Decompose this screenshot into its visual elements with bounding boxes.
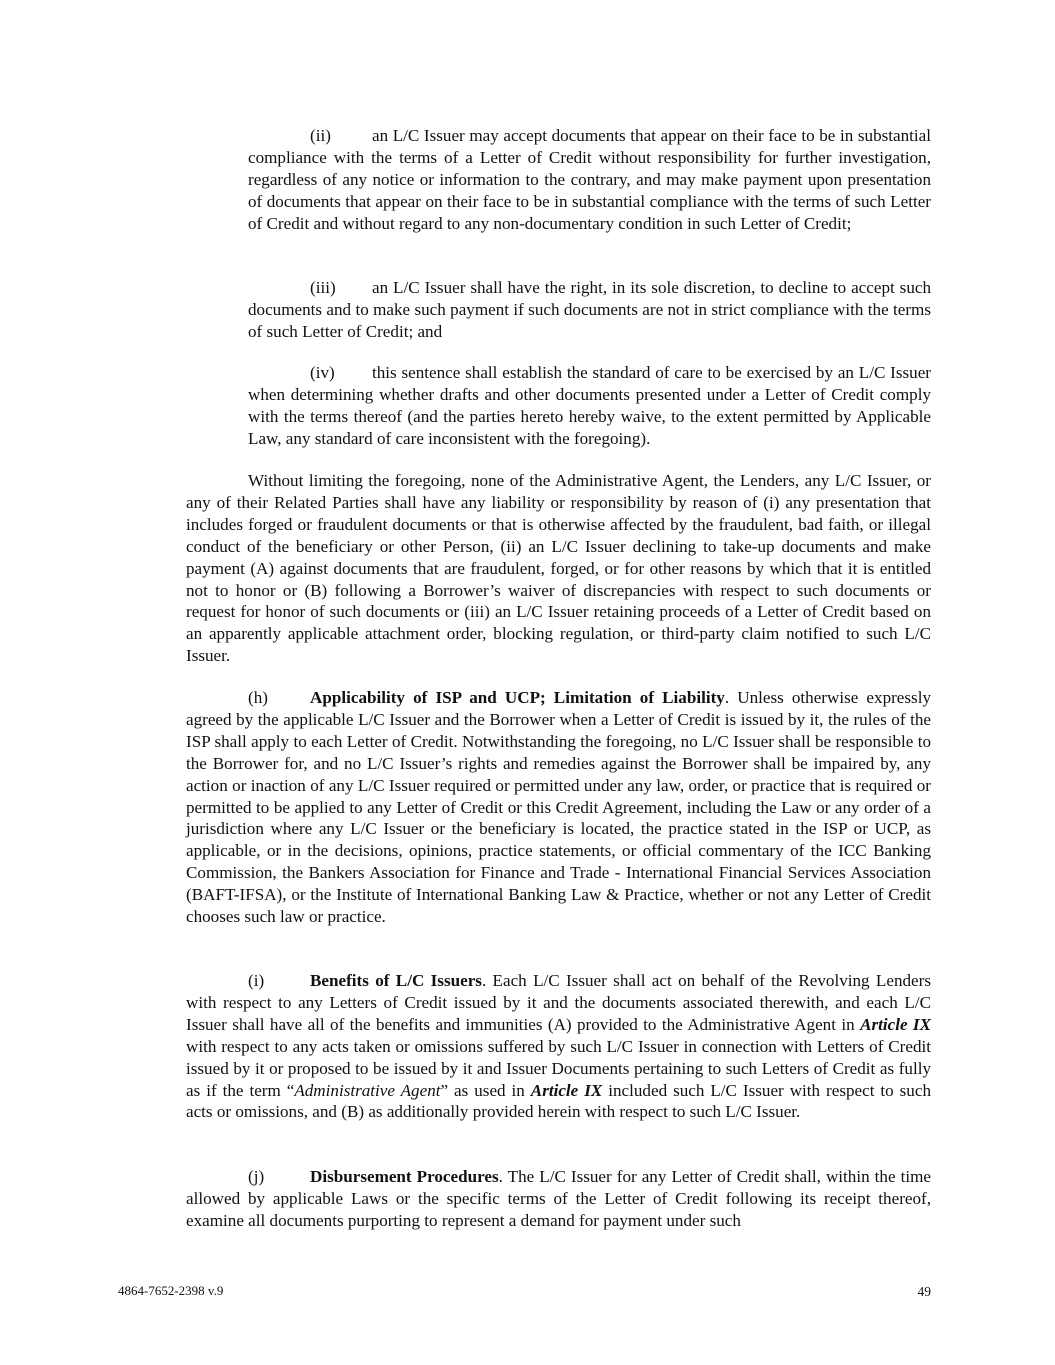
clause-ii	[248, 125, 931, 235]
clause-text: this sentence shall establish the standard of care to be exercised by an L/C Issuer when determining whether drafts and other documents presented under a Letter of Credit comply with the terms thereof (and the parties hereto hereby waive, to the extent permitted by Applicable Law, any standard of care inconsistent with the foregoing).	[248, 363, 931, 448]
clause-iii	[248, 277, 931, 343]
section-text: . The L/C Issuer for any Letter of Credit shall, within the time allowed by applicable Laws or the specific terms of the Letter of Credit following its receipt thereof, examine all documents purporting to represent a demand for payment under such	[186, 1167, 931, 1230]
section-text: . Unless otherwise expressly agreed by the applicable L/C Issuer and the Borrower when a Letter of Credit is issued by it, the rules of the ISP shall apply to each Letter of Credit. Notwithstanding the foregoing, no L/C Issuer shall be responsible to the Borrower for, and no L/C Issuer’s rights and remedies against the Borrower shall be impaired by, any action or inaction of any L/C Issuer required or permitted under any law, order, or practice that is required or permitted to be applied to any Letter of Credit or this Credit Agreement, including the Law or any order of a jurisdiction where any L/C Issuer or the beneficiary is located, the practice stated in the ISP or UCP, as applicable, or in the decisions, opinions, practice statements, or official commentary of the ICC Banking Commission, the Bankers Association for Finance and Trade - International Financial Services Association (BAFT-IFSA), or the Institute of International Banking Law & Practice, whether or not any Letter of Credit chooses such law or practice.	[186, 688, 931, 927]
section-heading: Benefits of L/C Issuers	[310, 971, 482, 990]
article-reference: Article IX	[860, 1014, 931, 1034]
section-h	[186, 687, 931, 928]
clause-text: an L/C Issuer shall have the right, in its sole discretion, to decline to accept such documents and to make such payment if such documents are not in strict compliance with the terms of such Letter of Credit; and	[248, 278, 931, 341]
section-text: . Each L/C Issuer shall act on behalf of the Revolving Lenders with respect to any Letters of Credit issued by it and the documents associated therewith, and each L/C Issuer shall have all of the benefits and immunities (A) provided to the Administrative Agent in	[186, 971, 931, 1034]
section-heading: Applicability of ISP and UCP; Limitation of Liability	[310, 688, 725, 707]
section-heading: Disbursement Procedures	[310, 1167, 499, 1186]
paragraph-text: Without limiting the foregoing, none of the Administrative Agent, the Lenders, any L/C Issuer, or any of their Related Parties shall have any liability or responsibility by reason of (i) any presentation that includes forged or fraudulent documents or that is otherwise affected by the fraudulent, bad faith, or illegal conduct of the beneficiary or other Person, (ii) an L/C Issuer declining to take-up documents and make payment (A) against documents that are fraudulent, forged, or for other reasons by which that it is entitled not to honor or (B) following a Borrower’s waiver of discrepancies with respect to such documents or request for honor of such documents or (iii) an L/C Issuer retaining proceeds of a Letter of Credit based on an apparently applicable attachment order, blocking regulation, or third-party claim notified to such L/C Issuer.	[186, 471, 931, 666]
clause-iv	[248, 362, 931, 450]
footer-document-id: 4864-7652-2398 v.9	[118, 1283, 224, 1298]
clause-label: (iii)	[310, 278, 336, 297]
clause-text: an L/C Issuer may accept documents that appear on their face to be in substantial compliance with the terms of a Letter of Credit without responsibility for further investigation, regardless of any notice or information to the contrary, and may make payment upon presentation of documents that appear on their face to be in substantial compliance with the terms of such Letter of Credit and without regard to any non-documentary condition in such Letter of Credit;	[248, 126, 931, 233]
defined-term: Administrative Agent	[294, 1080, 441, 1100]
section-label: (i)	[248, 971, 265, 990]
section-text: ” as used in	[440, 1080, 531, 1100]
section-text: with respect to any acts taken or omissions suffered by such L/C Issuer in connection with Letters of Credit issued by it or proposed to be issued by it and Issuer Documents pertaining to such Letters of Credit as fully as if the term “	[186, 1036, 931, 1100]
clause-label: (iv)	[310, 363, 335, 382]
section-j	[186, 1166, 931, 1232]
clause-label: (ii)	[310, 126, 331, 145]
article-reference: Article IX	[530, 1080, 603, 1100]
section-label: (h)	[248, 688, 268, 707]
paragraph-without-limiting	[186, 470, 931, 667]
section-i	[186, 970, 931, 1123]
section-label: (j)	[248, 1167, 265, 1186]
footer-page-number: 49	[917, 1284, 931, 1299]
section-text: included such L/C Issuer with respect to such acts or omissions, and (B) as additionally provided herein with respect to such L/C Issuer.	[186, 1080, 931, 1122]
